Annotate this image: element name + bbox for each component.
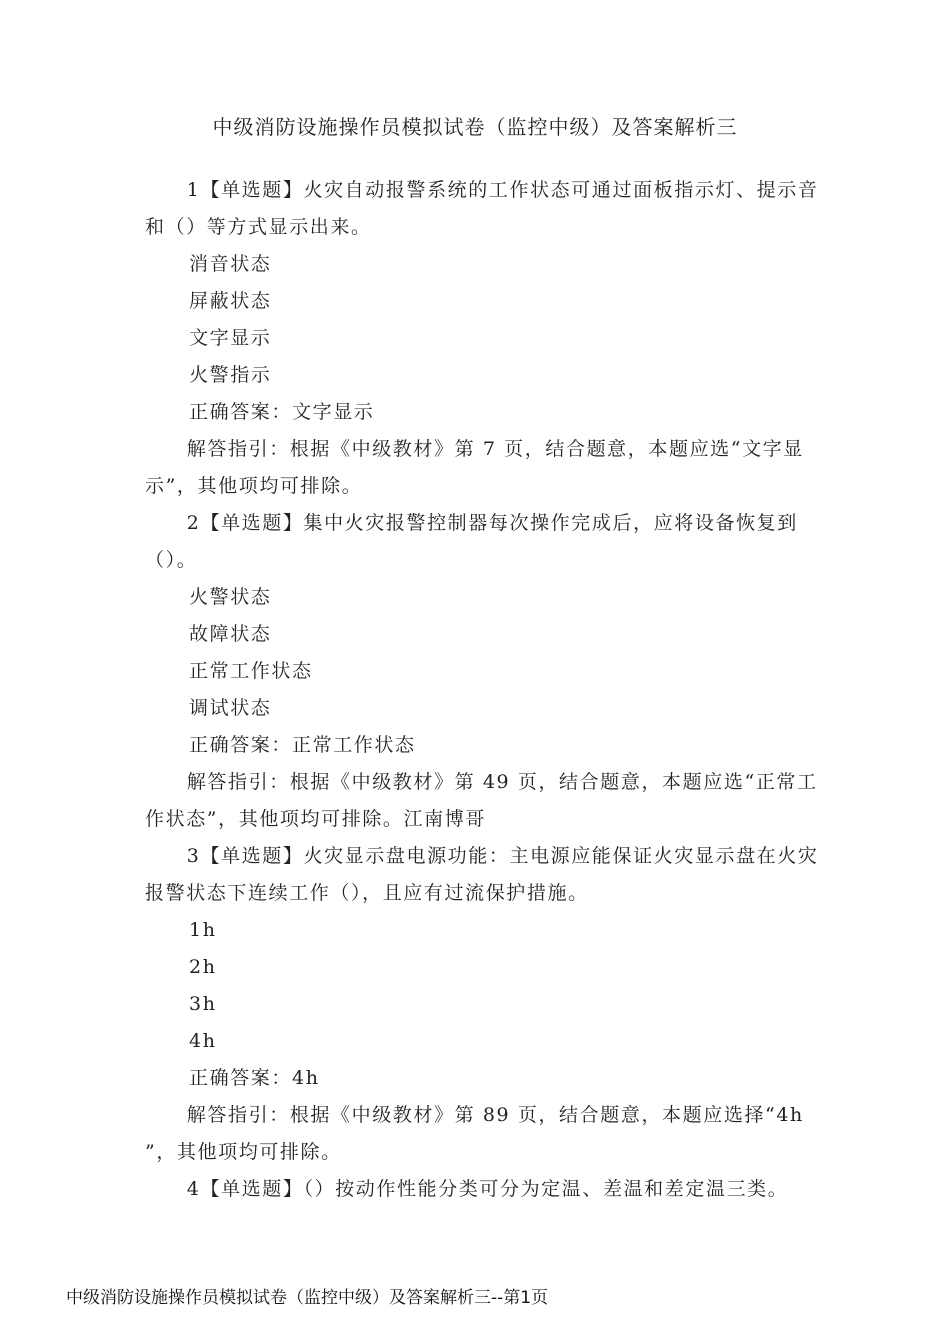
question-3-answer: 正确答案：4h xyxy=(189,1067,320,1089)
question-2-answer: 正确答案：正常工作状态 xyxy=(189,734,416,756)
question-2-option-d: 调试状态 xyxy=(189,697,272,719)
question-1-option-a: 消音状态 xyxy=(189,253,272,275)
question-1-stem: 1【单选题】火灾自动报警系统的工作状态可通过面板指示灯、提示音和（）等方式显示出来。 xyxy=(145,179,819,238)
question-3-option-b: 2h xyxy=(189,956,217,978)
question-3-option-a: 1h xyxy=(189,919,217,941)
question-2-option-a: 火警状态 xyxy=(189,586,272,608)
question-list xyxy=(145,172,825,1208)
question-2-explanation: 解答指引：根据《中级教材》第 49 页，结合题意，本题应选“正常工作状态”，其他项均可排除。江南博哥 xyxy=(145,771,818,830)
question-1-answer: 正确答案：文字显示 xyxy=(189,401,375,423)
question-2-option-b: 故障状态 xyxy=(189,623,272,645)
question-4-stem: 4【单选题】（）按动作性能分类可分为定温、差温和差定温三类。 xyxy=(186,1178,789,1200)
page-footer: 中级消防设施操作员模拟试卷（监控中级）及答案解析三--第1页 xyxy=(66,1288,549,1308)
question-1-option-b: 屏蔽状态 xyxy=(189,290,272,312)
question-3-option-c: 3h xyxy=(189,993,217,1015)
question-3-explanation: 解答指引：根据《中级教材》第 89 页，结合题意，本题应选择“4h ”，其他项均可排除。 xyxy=(145,1104,804,1163)
question-2-stem: 2【单选题】集中火灾报警控制器每次操作完成后，应将设备恢复到（）。 xyxy=(145,512,798,571)
question-3-option-d: 4h xyxy=(189,1030,217,1052)
question-2-option-c: 正常工作状态 xyxy=(189,660,313,682)
question-1-option-d: 火警指示 xyxy=(189,364,272,386)
question-3-stem: 3【单选题】火灾显示盘电源功能：主电源应能保证火灾显示盘在火灾报警状态下连续工作（），且应有过流保护措施。 xyxy=(145,845,819,904)
question-1-option-c: 文字显示 xyxy=(189,327,272,349)
question-1-explanation: 解答指引：根据《中级教材》第 7 页，结合题意，本题应选“文字显示”，其他项均可排除。 xyxy=(145,438,804,497)
document-title: 中级消防设施操作员模拟试卷（监控中级）及答案解析三 xyxy=(212,115,738,139)
